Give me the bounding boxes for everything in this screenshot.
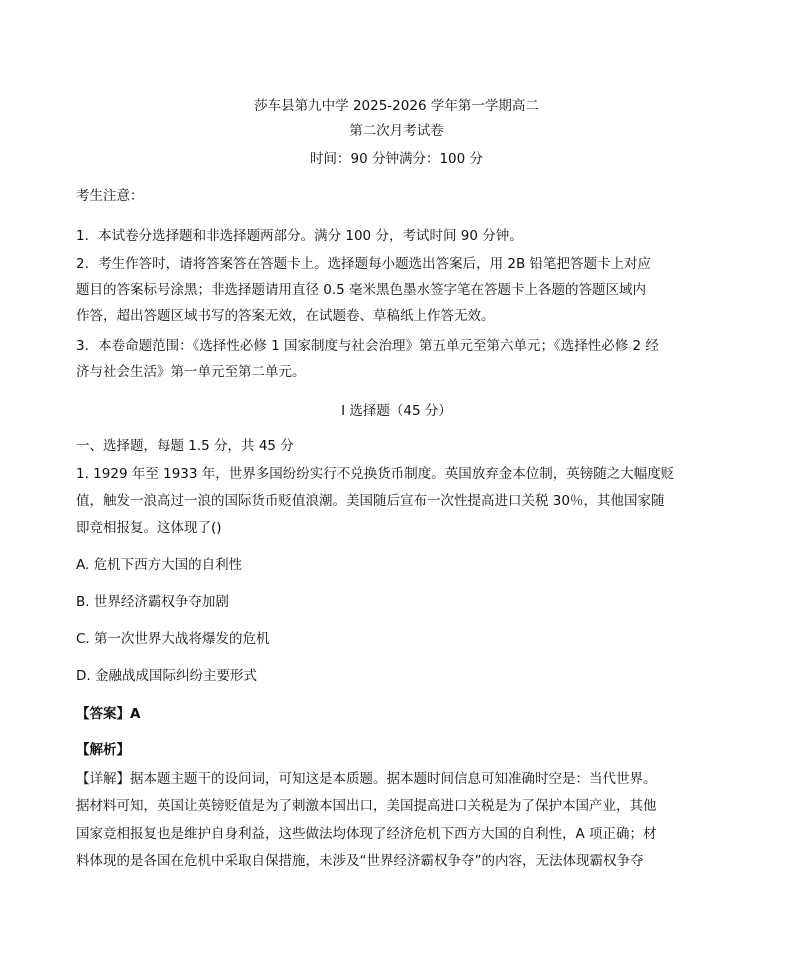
analysis-line: 料体现的是各国在危机中采取自保措施，未涉及“世界经济霸权争夺”的内容，无法体现霸权争夺 <box>76 853 644 869</box>
option-c: C. 第一次世界大战将爆发的危机 <box>76 631 270 647</box>
question-stem: 1. 1929 年至 1933 年，世界多国纷纷实行不兑换货币制度。英国放弃金本位制，英镑随之大幅度贬 <box>76 466 675 482</box>
section-title: I 选择题（45 分） <box>341 403 452 419</box>
notice-item: 2．考生作答时，请将答案答在答题卡上。选择题每小题选出答案后，用 2B 铅笔把答题卡上对应 <box>76 256 652 272</box>
option-d: D. 金融战成国际纠纷主要形式 <box>76 668 257 684</box>
analysis-label: 【解析】 <box>76 742 130 758</box>
notice-item: 题目的答案标号涂黑；非选择题请用直径 0.5 毫米黑色墨水签字笔在答题卡上各题的答题区域内 <box>76 282 647 298</box>
answer: 【答案】A <box>76 706 141 722</box>
question-stem: 值，触发一浪高过一浪的国际货币贬值浪潮。美国随后宣布一次性提高进口关税 30％，其他国家随 <box>76 493 665 509</box>
option-b: B. 世界经济霸权争夺加剧 <box>76 594 229 610</box>
analysis-line: 据材料可知，英国让英镑贬值是为了刺激本国出口，美国提高进口关税是为了保护本国产业，其他 <box>76 798 657 814</box>
notice-item: 1．本试卷分选择题和非选择题两部分。满分 100 分，考试时间 90 分钟。 <box>76 228 523 244</box>
section-subtitle: 一、选择题，每题 1.5 分，共 45 分 <box>76 438 294 454</box>
analysis-line: 国家竞相报复也是维护自身利益，这些做法均体现了经济危机下西方大国的自利性，A 项正确；材 <box>76 826 657 842</box>
time-info: 时间：90 分钟满分：100 分 <box>309 151 484 167</box>
notice-item: 3．本卷命题范围：《选择性必修 1 国家制度与社会治理》第五单元至第六单元；《选择性必修 2 经 <box>76 338 659 354</box>
school-title: 莎车县第九中学 2025-2026 学年第一学期高二 <box>254 98 539 114</box>
notice-item: 作答，超出答题区域书写的答案无效，在试题卷、草稿纸上作答无效。 <box>76 308 495 324</box>
question-stem: 即竞相报复。这体现了() <box>76 520 222 536</box>
analysis-line: 【详解】据本题主题干的设问词，可知这是本质题。据本题时间信息可知准确时空是：当代世界。 <box>76 771 657 787</box>
notice-heading: 考生注意： <box>76 188 144 204</box>
option-a: A. 危机下西方大国的自利性 <box>76 557 243 573</box>
exam-title: 第二次月考试卷 <box>349 123 444 139</box>
notice-item: 济与社会生活》第一单元至第二单元。 <box>76 364 306 380</box>
